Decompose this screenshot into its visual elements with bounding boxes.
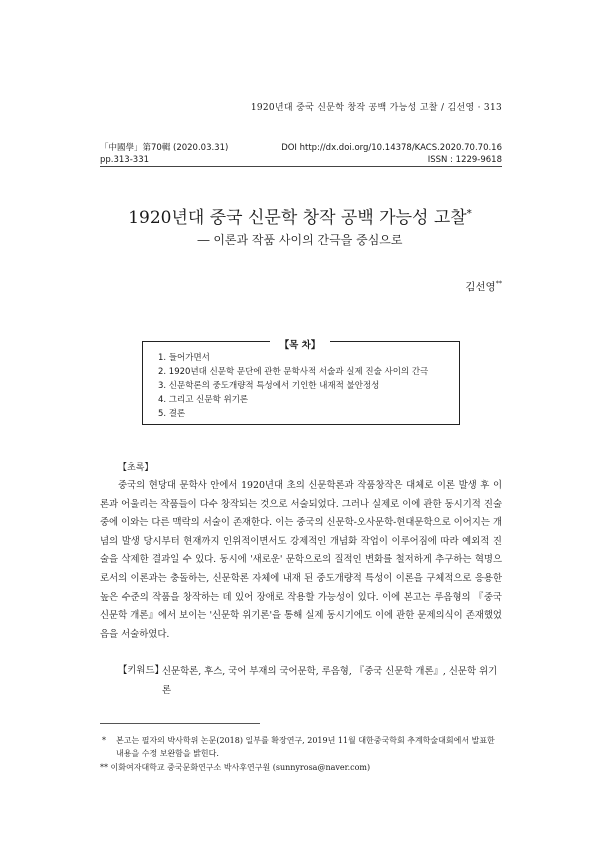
keywords-label: 【키워드】 xyxy=(118,665,164,676)
header-divider xyxy=(100,166,502,167)
toc-item[interactable]: 2. 1920년대 신문학 문단에 관한 문학사적 서술과 실제 진술 사이의 간극 xyxy=(158,367,429,377)
title-text: 1920년대 중국 신문학 창작 공백 가능성 고찰 xyxy=(128,208,467,228)
toc-item[interactable]: 3. 신문학론의 중도개량적 특성에서 기인한 내재적 불안정성 xyxy=(158,381,380,391)
running-head: 1920년대 중국 신문학 창작 공백 가능성 고찰 / 김선영 · 313 xyxy=(250,103,502,113)
footnote-1-mark: * xyxy=(102,736,106,745)
keywords-text: 신문학론, 후스, 국어 부재의 국어문학, 루음형, 『중국 신문학 개론』, 신문학 위기론 xyxy=(162,666,498,696)
paper-title xyxy=(0,203,600,228)
toc-heading-text: 【목 차】 xyxy=(270,340,331,351)
title-footnote-mark[interactable]: * xyxy=(466,208,472,220)
abstract-label: 【초록】 xyxy=(118,463,154,473)
abstract-body: 중국의 현당대 문학사 안에서 1920년대 초의 신문학론과 작품창작은 대체로 이론 발생 후 이론과 어울리는 작품들이 다수 창작되는 것으로 서술되었다. 그러나 실제로 이에 관한 동시기적 진술 중에 이와는 다른 맥락의 서술이 존재한다. 이는 중국의 신문학-오사문학-현대문학으로 이어지는 개념의 발생 당시부터 현재까지 인위적이면서도 강제적인 개념화 작업이 이루어짐에 따라 예외적 진술을 삭제한 결과일 수 있다. 동시에 '새로운' 문학으로의 질적인 변화를 철저하게 추구하는 혁명으로서의 이론과는 충돌하는, 신문학론 자체에 내재 된 중도개량적 특성이 이론을 구체적으로 응용한 높은 수준의 작품을 창작하는 데 있어 장애로 작용할 가능성이 있다. 이에 본고는 루음형의 『중국 신문학 개론』에서 보이는 '신문학 위기론'을 통해 실제 동시기에도 이에 관한 문제의식이 존재했었음을 서술하였다. xyxy=(100,480,502,640)
toc-item[interactable]: 5. 결론 xyxy=(158,409,186,419)
toc-item[interactable]: 1. 들어가면서 xyxy=(158,353,210,363)
footnote-divider xyxy=(100,723,260,724)
page-range: pp.313-331 xyxy=(100,155,150,165)
footnote-1-text: 본고는 필자의 박사학위 논문(2018) 일부를 확장연구, 2019년 11월 대한중국학회 추계학술대회에서 발표한 내용을 수정 보완함을 밝힌다. xyxy=(116,736,495,758)
author xyxy=(465,279,502,294)
issn: ISSN : 1229-9618 xyxy=(427,155,502,165)
author-name: 김선영 xyxy=(465,281,496,293)
journal-id-block xyxy=(281,142,502,166)
toc-list xyxy=(158,351,428,421)
doi[interactable]: DOI http://dx.doi.org/10.14378/KACS.2020.70.70.16 xyxy=(281,143,502,153)
footnote-2: ** 이화여자대학교 중국문화연구소 박사후연구원 (sunnyrosa@naver.com) xyxy=(100,763,371,772)
journal-citation-block xyxy=(100,142,228,166)
footnote-1 xyxy=(100,734,502,760)
toc-heading xyxy=(0,333,600,352)
author-footnote-mark[interactable]: ** xyxy=(495,280,502,288)
journal-citation: 「中國學」第70輯 (2020.03.31) xyxy=(100,143,229,153)
paper-subtitle: ― 이론과 작품 사이의 간극을 중심으로 xyxy=(197,233,403,247)
toc-item[interactable]: 4. 그리고 신문학 위기론 xyxy=(158,395,249,405)
